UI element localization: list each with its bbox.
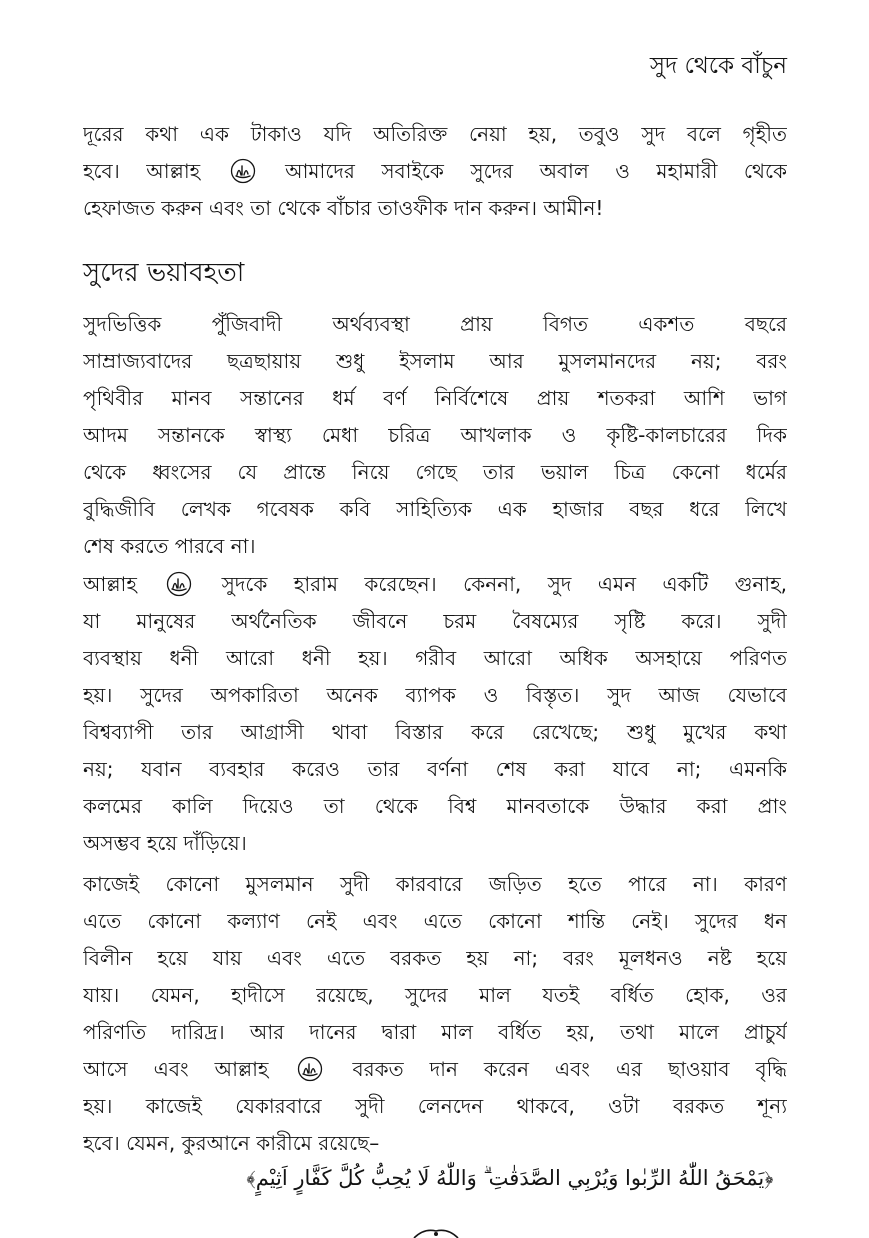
text-line: কাজেই কোনো মুসলমান সুদী কারবারে জড়িত হতে পারে না। কারণ — [83, 872, 787, 896]
jalla-jalaluhu-calligraphy-icon — [166, 571, 192, 597]
text-line: সাম্রাজ্যবাদের ছত্রছায়ায় শুধু ইসলাম আর মুসলমানদের নয়; বরং — [83, 349, 787, 373]
text-line: সুদভিত্তিক পুঁজিবাদী অর্থব্যবস্থা প্রায় বিগত একশত বছরে — [83, 312, 787, 336]
paragraph-2 — [83, 566, 787, 862]
text-line: কলমের কালি দিয়েও তা থেকে বিশ্ব মানবতাকে উদ্ধার করা প্রাং — [83, 794, 787, 818]
text-line: বুদ্ধিজীবি লেখক গবেষক কবি সাহিত্যিক এক হাজার বছর ধরে লিখে — [83, 497, 787, 521]
text-line: হবে। যেমন, কুরআনে কারীমে রয়েছে– — [83, 1131, 380, 1155]
text-line: পৃথিবীর মানব সন্তানের ধর্ম বর্ণ নির্বিশেষে প্রায় শতকরা আশি ভাগ — [83, 386, 787, 410]
text-line: এতে কোনো কল্যাণ নেই এবং এতে কোনো শান্তি নেই। সুদের ধন — [83, 909, 787, 933]
text-line: বিশ্বব্যাপী তার আগ্রাসী থাবা বিস্তার করে রেখেছে; শুধু মুখের কথা — [83, 720, 787, 744]
text-segment: আল্লাহ — [83, 572, 164, 596]
text-line — [83, 1051, 787, 1088]
text-line: থেকে ধ্বংসের যে প্রান্তে নিয়ে গেছে তার ভয়াল চিত্র কেনো ধর্মের — [83, 460, 787, 484]
text-line: ব্যবস্থায় ধনী আরো ধনী হয়। গরীব আরো অধিক অসহায়ে পরিণত — [83, 646, 787, 670]
text-line: হয়। সুদের অপকারিতা অনেক ব্যাপক ও বিস্তৃত। সুদ আজ যেভাবে — [83, 683, 787, 707]
paragraph-1 — [83, 306, 787, 565]
quran-verse: ﴿يَمْحَقُ اللّٰهُ الرِّبٰوا وَيُرْبِي الصَّدَقٰتِ ۗ وَاللّٰهُ لَا يُحِبُّ كُلَّ كَفَّارٍ اَثِيْمٍ﴾ — [246, 1166, 774, 1190]
jalla-jalaluhu-calligraphy-icon — [297, 1056, 323, 1082]
text-line: যায়। যেমন, হাদীসে রয়েছে, সুদের মাল যতই বর্ধিত হোক, ওর — [83, 983, 787, 1007]
text-line: পরিণতি দারিদ্র। আর দানের দ্বারা মাল বর্ধিত হয়, তথা মালে প্রাচুর্য — [83, 1020, 787, 1044]
text-line: শেষ করতে পারবে না। — [83, 534, 256, 558]
text-line: হয়। কাজেই যেকারবারে সুদী লেনদেন থাকবে, ওটা বরকত শূন্য — [83, 1094, 787, 1118]
text-segment: বরকত দান করেন এবং এর ছাওয়াব বৃদ্ধি — [326, 1057, 787, 1081]
intro-paragraph — [83, 116, 787, 227]
text-line: আদম সন্তানকে স্বাস্থ্য মেধা চরিত্র আখলাক ও কৃষ্টি-কালচারের দিক — [83, 423, 787, 447]
text-line — [83, 153, 787, 190]
section-heading: সুদের ভয়াবহতা — [83, 258, 245, 288]
text-line — [83, 566, 787, 603]
text-segment: হবে। আল্লাহ — [83, 159, 227, 183]
text-segment: সুদকে হারাম করেছেন। কেননা, সুদ এমন একটি গুনাহ, — [195, 572, 787, 596]
text-line: নয়; যবান ব্যবহার করেও তার বর্ণনা শেষ করা যাবে না; এমনকি — [83, 757, 787, 781]
text-segment: আসে এবং আল্লাহ — [83, 1057, 295, 1081]
text-line: বিলীন হয়ে যায় এবং এতে বরকত হয় না; বরং মূলধনও নষ্ট হয়ে — [83, 946, 787, 970]
text-segment: আমাদের সবাইকে সুদের অবাল ও মহামারী থেকে — [258, 159, 787, 183]
text-line: হেফাজত করুন এবং তা থেকে বাঁচার তাওফীক দান করুন। আমীন! — [83, 196, 604, 220]
running-header: সুদ থেকে বাঁচুন — [649, 53, 787, 79]
paragraph-3 — [83, 866, 787, 1162]
jalla-jalaluhu-calligraphy-icon — [230, 158, 256, 184]
footer-ornament-icon — [412, 1228, 460, 1238]
text-line: অসম্ভব হয়ে দাঁড়িয়ে। — [83, 831, 247, 855]
text-line: দূরের কথা এক টাকাও যদি অতিরিক্ত নেয়া হয়, তবুও সুদ বলে গৃহীত — [83, 122, 787, 146]
text-line: যা মানুষের অর্থনৈতিক জীবনে চরম বৈষম্যের সৃষ্টি করে। সুদী — [83, 609, 787, 633]
